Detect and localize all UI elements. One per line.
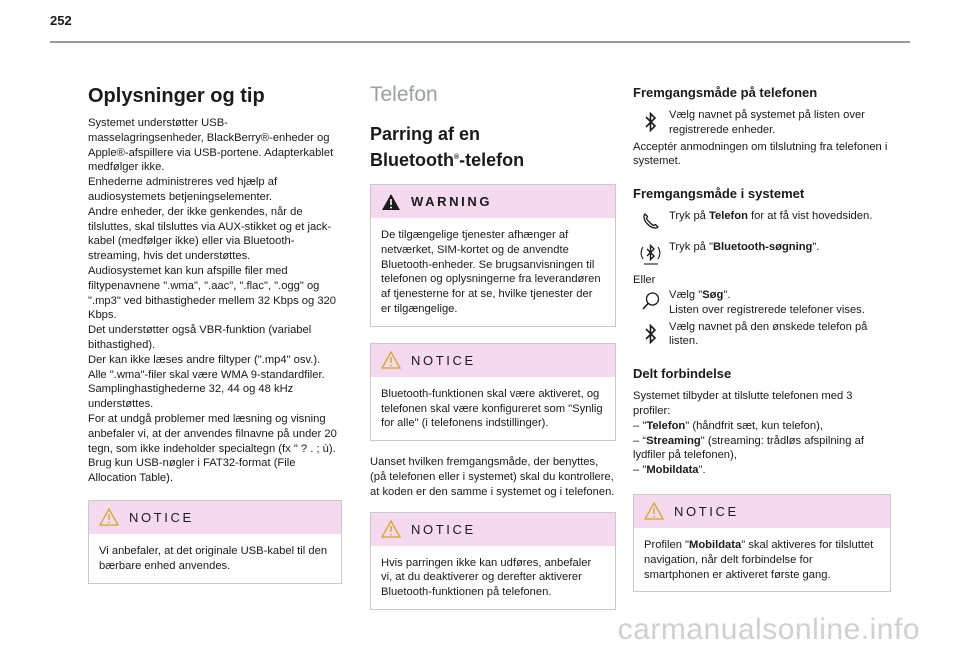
notice-box-pairing bbox=[370, 512, 616, 610]
bluetooth-icon bbox=[645, 111, 657, 133]
column-phone bbox=[370, 70, 616, 610]
code-check-text: Uanset hvilken fremgangsmåde, der benyttes, (på telefonen eller i systemet) skal du kontrollere, at koden er den samme i systemet og i telefonen. bbox=[370, 456, 615, 498]
bluetooth-search-icon bbox=[640, 243, 662, 267]
notice-title: NOTICE bbox=[674, 503, 739, 519]
warning-triangle-icon bbox=[381, 351, 401, 369]
warning-text: De tilgængelige tjenester afhænger af netværket, SIM-kortet og de anvendte Bluetooth-enheder. Se brugsanvisningen til telefonen og oplysningerne fra leverandøren af tjenesterne for at se, hvilke tjenester der er tilgængelige. bbox=[381, 229, 601, 315]
text-fragment: ". bbox=[698, 464, 706, 477]
phone-step-text: Vælg navnet på systemet på listen over registrerede enheder. bbox=[669, 109, 865, 136]
text-bold-mobildata: Mobildata bbox=[646, 464, 699, 477]
magnifier-icon bbox=[641, 291, 661, 311]
watermark: carmanualsonline.info bbox=[617, 613, 920, 646]
text-bold-search: Søg bbox=[702, 288, 724, 301]
system-step2-text bbox=[669, 240, 819, 255]
top-divider bbox=[50, 41, 910, 43]
notice-text: Vi anbefaler, at det originale USB-kabel til den bærbare enhed anvendes. bbox=[99, 544, 328, 572]
section-title-telefon: Telefon bbox=[370, 83, 438, 106]
text-bold-mobildata: Mobildata bbox=[689, 538, 742, 551]
page-number: 252 bbox=[50, 13, 72, 28]
profile-mobildata bbox=[633, 463, 891, 478]
warning-triangle-icon bbox=[381, 520, 401, 538]
text-bold-streaming: Streaming bbox=[646, 434, 701, 447]
text-fragment: ". bbox=[723, 288, 731, 301]
notice-box-usb bbox=[88, 500, 342, 584]
system-step3-row bbox=[633, 288, 891, 318]
text-fragment: Tryk på " bbox=[669, 241, 713, 254]
profile-telefon bbox=[633, 419, 891, 434]
text-bold-telefon: Telefon bbox=[646, 419, 686, 432]
notice-header bbox=[89, 501, 341, 534]
text-fragment: " (håndfrit sæt, kun telefon), bbox=[685, 419, 823, 432]
system-step1-row bbox=[633, 209, 891, 230]
text-bold-telefon: Telefon bbox=[709, 210, 748, 223]
system-step3-text bbox=[669, 288, 865, 318]
warning-triangle-icon bbox=[381, 193, 401, 211]
system-step4-text: Vælg navnet på den ønskede telefon på listen. bbox=[669, 320, 868, 348]
notice-box-mobildata bbox=[633, 494, 891, 592]
phone-accept-text: Acceptér anmodningen om tilslutning fra telefonen i systemet. bbox=[633, 140, 888, 168]
system-step1-text bbox=[669, 209, 872, 224]
warning-box bbox=[370, 184, 616, 327]
warning-title: WARNING bbox=[411, 194, 493, 209]
heading-shared-connection: Delt forbindelse bbox=[633, 366, 732, 382]
or-label: Eller bbox=[633, 274, 656, 287]
bluetooth-icon bbox=[645, 323, 657, 345]
text-fragment: – " bbox=[633, 419, 647, 432]
heading-phone-procedure: Fremgangsmåde på telefonen bbox=[633, 85, 818, 100]
heading-pairing bbox=[370, 122, 616, 172]
warning-triangle-icon bbox=[99, 508, 119, 526]
text-bold-bluetooth-search: Bluetooth-søgning bbox=[712, 241, 813, 254]
text-fragment: " (streaming: trådløs afspilning af lydfiler på telefonen), bbox=[633, 434, 864, 462]
warning-header bbox=[371, 185, 615, 218]
notice-header bbox=[634, 495, 890, 528]
notice-text: Hvis parringen ikke kan udføres, anbefaler vi, at du deaktiverer og derefter aktiverer Bluetooth-funktionen på telefonen. bbox=[381, 556, 592, 599]
warning-triangle-icon bbox=[644, 502, 664, 520]
text-fragment: Listen over registrerede telefoner vises. bbox=[669, 303, 865, 316]
heading-pairing-line1: Parring af en bbox=[370, 124, 481, 144]
text-fragment: Tryk på bbox=[669, 210, 709, 223]
heading-pairing-suffix: -telefon bbox=[459, 150, 525, 170]
system-step2-row bbox=[633, 240, 891, 267]
text-fragment: – " bbox=[633, 464, 647, 477]
info-body: Systemet understøtter USB-masselagringsenheder, BlackBerry®-enheder og Apple®-afspillere via USB-portene. Adapterkablet medfølger ikke. Enhederne administreres ved hjælp af audiosystemets betjeningselementer. Andre enheder, der ikke genkendes, når de tilsluttes, skal tilsluttes via AUX-stikket og et jack-kabel (medfølger ikke) eller via Bluetooth-streaming, hvis det understøttes. Audiosystemet kan kun afspille filer med filtypenavnene ".wma", ".aac", ".flac", ".ogg" og ".mp3" ved bithastigheder mellem 32 Kbps og 320 Kbps. Det understøtter også VBR-funktion (variabel bithastighed). Der kan ikke læses andre filtyper (".mp4" osv.). Alle ".wma"-filer skal være WMA 9-standardfiler. Samplinghastighederne 32, 44 og 48 kHz understøttes. For at undgå problemer med læsning og visning anbefaler vi, at der anvendes filnavne på under 20 tegn, som ikke indeholder specialtegn (fx " ? . ; ù). Brug kun USB-nøgler i FAT32-format (File Allocation Table). bbox=[88, 117, 337, 485]
notice-text: Bluetooth-funktionen skal være aktiveret, og telefonen skal være konfigureret som "Synlig for alle" (i telefonens indstillinger). bbox=[381, 387, 603, 430]
notice-text bbox=[634, 528, 890, 591]
phone-step-row bbox=[633, 108, 891, 138]
text-fragment: – “ bbox=[633, 434, 647, 447]
notice-title: NOTICE bbox=[411, 352, 476, 368]
notice-box-bluetooth bbox=[370, 343, 616, 441]
text-fragment: Vælg " bbox=[669, 288, 703, 301]
notice-header bbox=[371, 344, 615, 377]
notice-header bbox=[371, 513, 615, 546]
system-step4-row bbox=[633, 320, 891, 350]
text-fragment: " skal aktiveres for tilsluttet navigation, når delt forbindelse for smartphonen er aktiveret første gang. bbox=[644, 538, 874, 581]
notice-title: NOTICE bbox=[411, 521, 476, 537]
shared-intro: Systemet tilbyder at tilslutte telefonen med 3 profiler: bbox=[633, 390, 853, 417]
column-procedures bbox=[633, 84, 891, 592]
heading-info-tips: Oplysninger og tip bbox=[88, 85, 265, 107]
phone-handset-icon bbox=[642, 212, 660, 230]
profile-streaming bbox=[633, 434, 891, 464]
heading-system-procedure: Fremgangsmåde i systemet bbox=[633, 186, 805, 202]
text-fragment: Profilen " bbox=[644, 538, 690, 551]
registered-mark: ® bbox=[453, 154, 460, 161]
heading-pairing-bt: Bluetooth bbox=[370, 150, 454, 170]
column-info bbox=[88, 70, 342, 584]
notice-title: NOTICE bbox=[129, 509, 194, 525]
text-fragment: for at få vist hovedsiden. bbox=[747, 210, 873, 223]
text-fragment: ". bbox=[812, 241, 820, 254]
